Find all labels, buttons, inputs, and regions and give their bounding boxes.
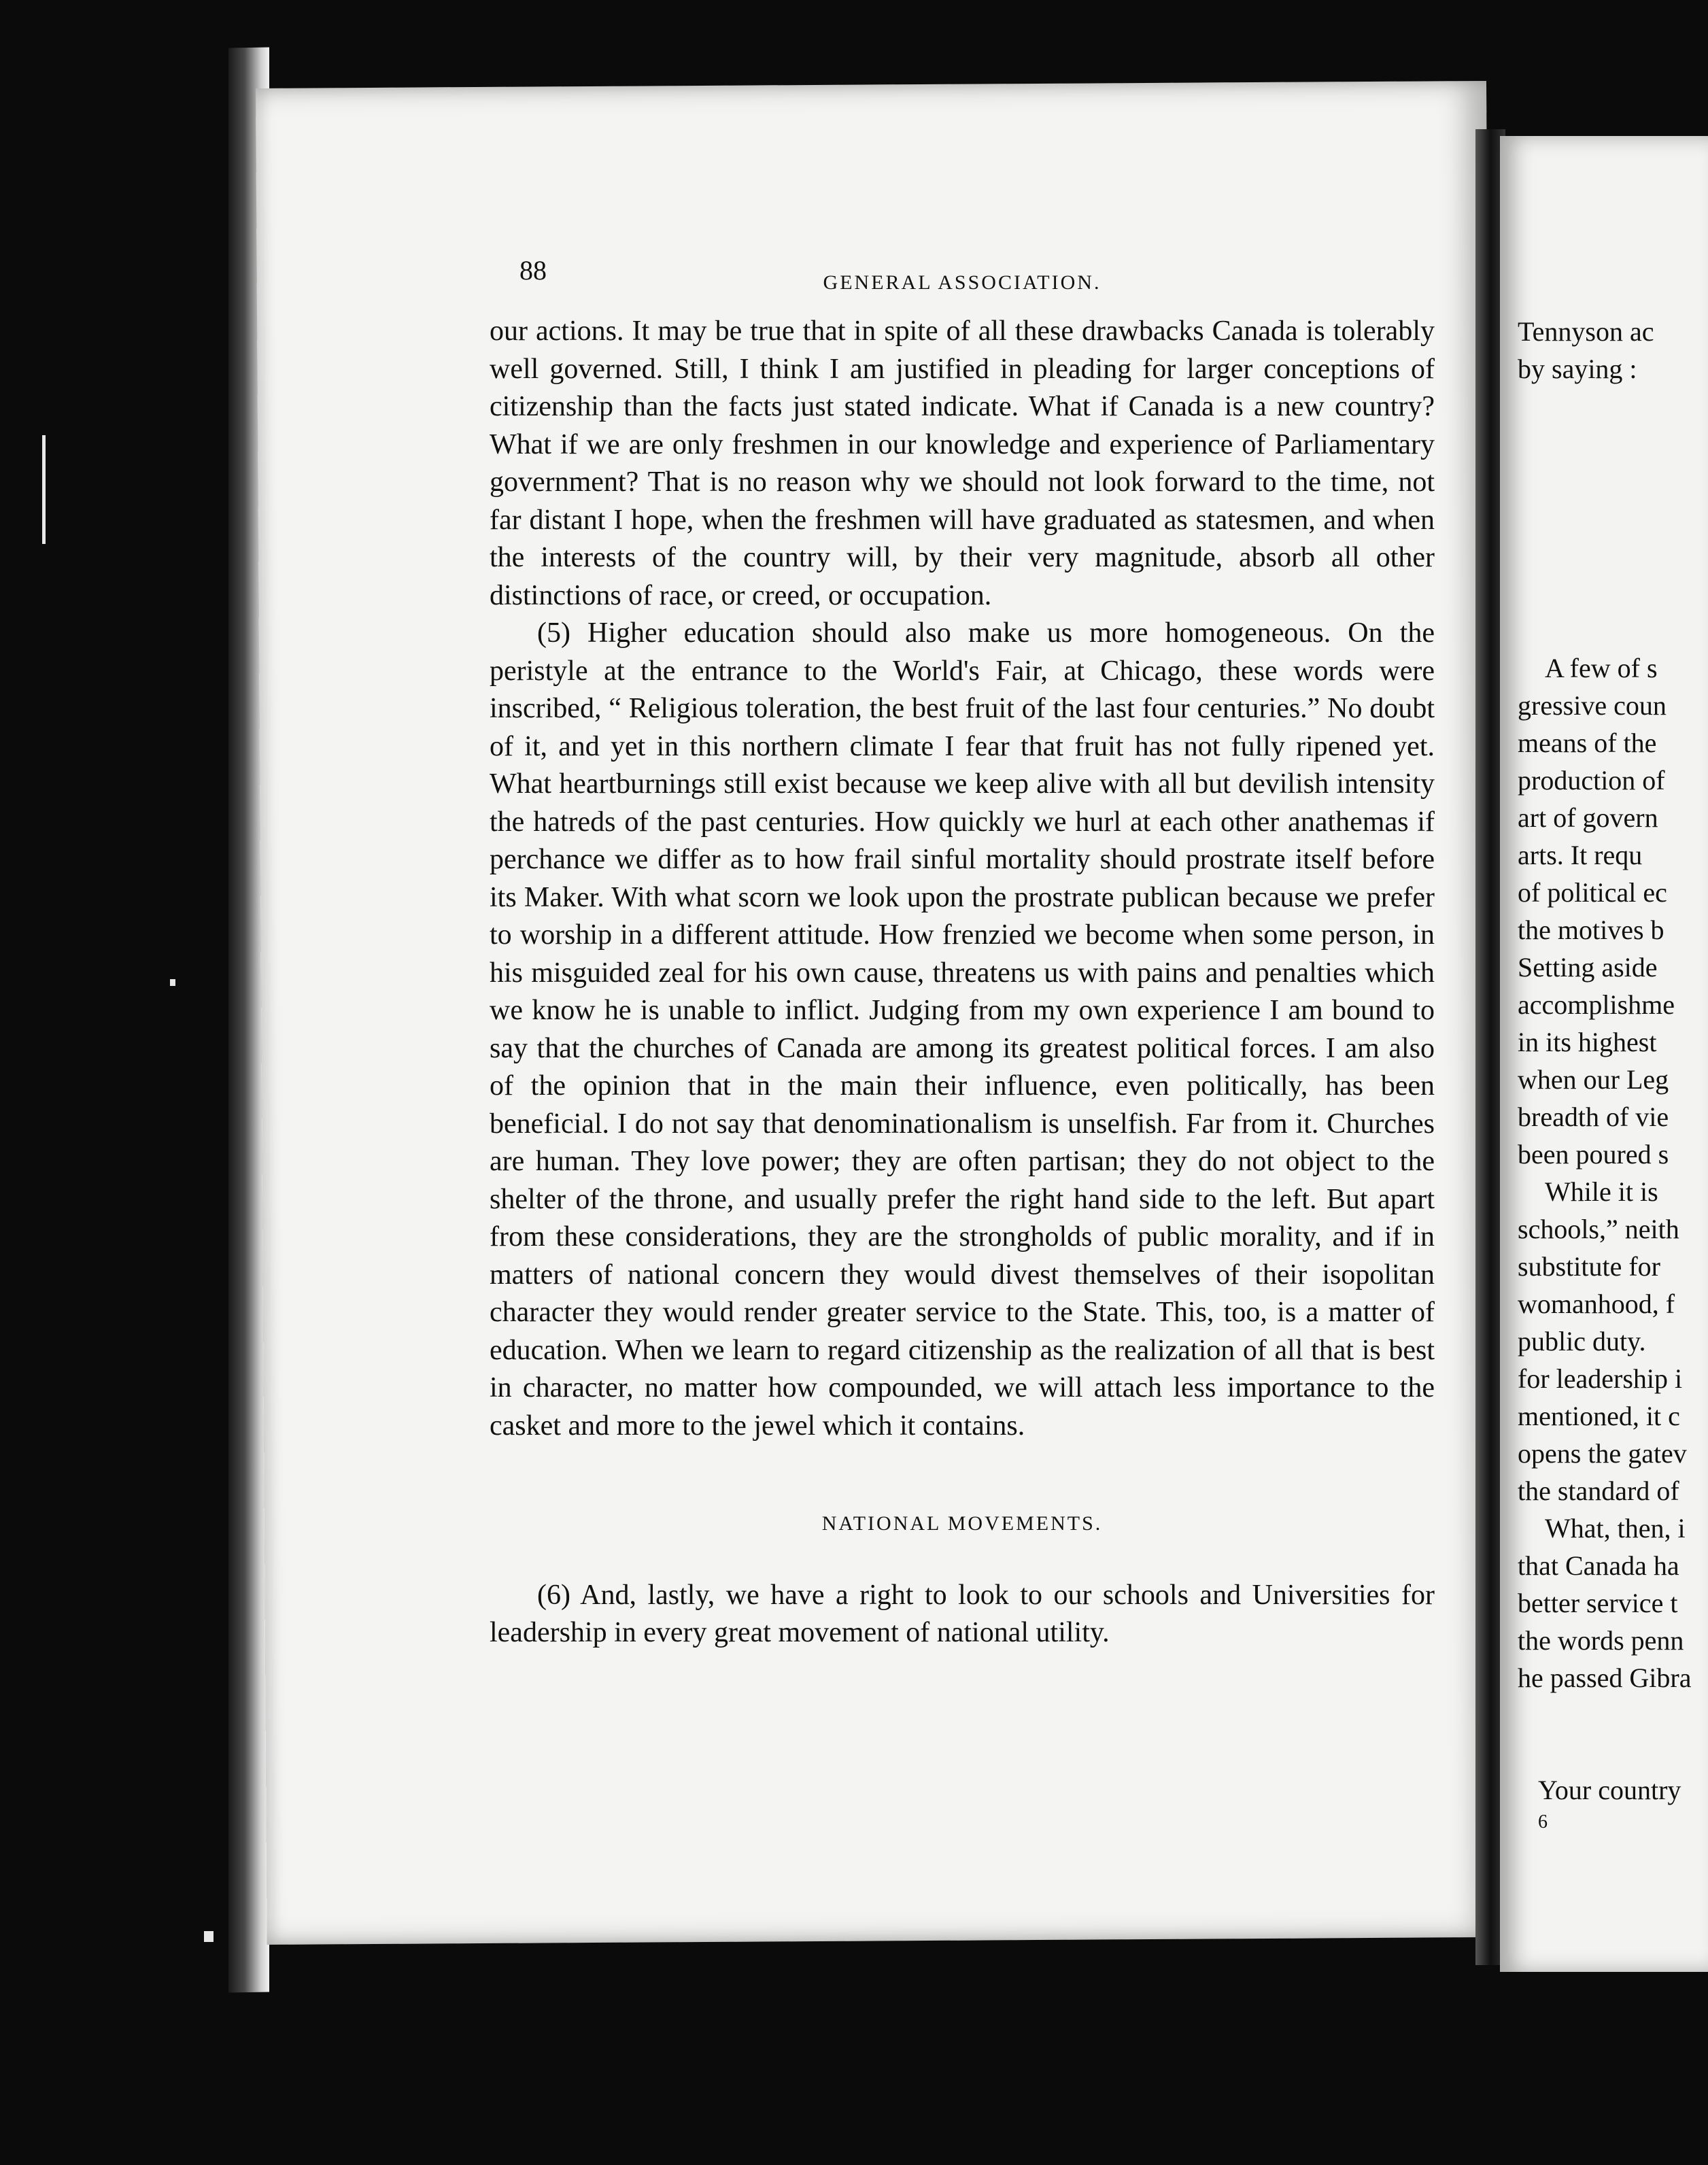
- right-line: Your country: [1538, 1775, 1681, 1805]
- right-line: the standard of: [1518, 1476, 1679, 1506]
- right-line: opens the gatev: [1518, 1438, 1687, 1469]
- right-line: accomplishme: [1518, 989, 1675, 1020]
- right-line: Tennyson ac: [1518, 316, 1654, 347]
- film-speck: [204, 1931, 214, 1942]
- right-line: A few of s: [1545, 653, 1658, 683]
- page-number: 88: [519, 255, 547, 286]
- right-line: While it is: [1545, 1176, 1658, 1207]
- paragraph-national-movements: (6) And, lastly, we have a right to look to our schools and Universities for leadership in every great movement of national utility.: [490, 1579, 1435, 1648]
- right-line: when our Leg: [1518, 1064, 1669, 1095]
- running-head: [490, 252, 1435, 313]
- right-line: the motives b: [1518, 915, 1664, 945]
- right-line: What, then, i: [1545, 1513, 1686, 1544]
- right-line: production of: [1518, 765, 1665, 796]
- paragraph-homogeneous: (5) Higher education should also make us more homogeneous. On the peristyle at the entrance to the World's Fair, at Chicago, these words were inscribed, “ Religious toleration, the best fruit of the last four centuries.” No doubt of it, and yet in this northern climate I fear that fruit has not fully ripened yet. What heartburnings still exist because we keep alive with all but devilish intensity the hatreds of the past centuries. How quickly we hurl at each other anathemas if perchance we differ as to how frail sinful mortality should prostrate itself before its Maker. With what scorn we look upon the prostrate publican because we prefer to worship in a different attitude. How frenzied we become when some person, in his misguided zeal for his own cause, threatens us with pains and penalties which we know he is unable to inflict. Judging from my own experience I am bound to say that the churches of Canada are among its greatest political forces. I am also of the opinion that in the main their influence, even politically, has been beneficial. I do not say that denominationalism is unselfish. Far from it. Churches are human. They love power; they are often partisan; they do not object to the shelter of the throne, and usually prefer the right hand side to the left. But apart from these considerations, they are the strongholds of public morality, and if in matters of national concern they would divest themselves of their isopolitan character they would render greater service to the State. This, too, is a matter of education. When we learn to regard citizenship as the realization of all that is best in character, no matter how compounded, we will attach less importance to the casket and more to the jewel which it contains.: [490, 617, 1435, 1442]
- right-line: substitute for: [1518, 1251, 1660, 1282]
- film-scratch: [42, 435, 46, 544]
- right-page-text: [1518, 313, 1708, 1836]
- film-speck: [170, 979, 175, 986]
- right-line: Setting aside: [1518, 952, 1658, 983]
- right-line: of political ec: [1518, 877, 1667, 908]
- left-page-text: [490, 252, 1435, 1652]
- paragraph-continued: our actions. It may be true that in spite of all these drawbacks Canada is tolerably well governed. Still, I think I am justified in pleading for larger conceptions of citizenship than the facts just stated indicate. What if Canada is a new country? What if we are only freshmen in our knowledge and experience of Parliamentary government? That is no reason why we should not look forward to the time, not far distant I hope, when the freshmen will have graduated as statesmen, and when the interests of the country will, by their very magnitude, absorb all other distinctions of race, or creed, or occupation.: [490, 316, 1435, 611]
- right-line: in its highest: [1518, 1027, 1657, 1057]
- right-line: arts. It requ: [1518, 840, 1643, 870]
- right-line: breadth of vie: [1518, 1102, 1669, 1132]
- right-line: public duty.: [1518, 1326, 1646, 1357]
- signature-mark: 6: [1538, 1811, 1548, 1832]
- right-line: womanhood, f: [1518, 1289, 1675, 1319]
- right-line: better service t: [1518, 1588, 1678, 1618]
- right-line: art of govern: [1518, 802, 1658, 833]
- right-line: been poured s: [1518, 1139, 1669, 1170]
- section-heading: NATIONAL MOVEMENTS.: [821, 1512, 1103, 1535]
- right-line: that Canada ha: [1518, 1550, 1679, 1581]
- right-line: he passed Gibra: [1518, 1663, 1692, 1693]
- right-line: schools,” neith: [1518, 1214, 1679, 1244]
- right-line: by saying :: [1518, 354, 1637, 384]
- right-line: mentioned, it c: [1518, 1401, 1680, 1431]
- right-line: the words penn: [1518, 1625, 1684, 1656]
- running-head-title: GENERAL ASSOCIATION.: [823, 271, 1101, 294]
- right-line: means of the: [1518, 728, 1657, 758]
- right-line: gressive coun: [1518, 690, 1667, 721]
- right-line: for leadership i: [1518, 1363, 1683, 1394]
